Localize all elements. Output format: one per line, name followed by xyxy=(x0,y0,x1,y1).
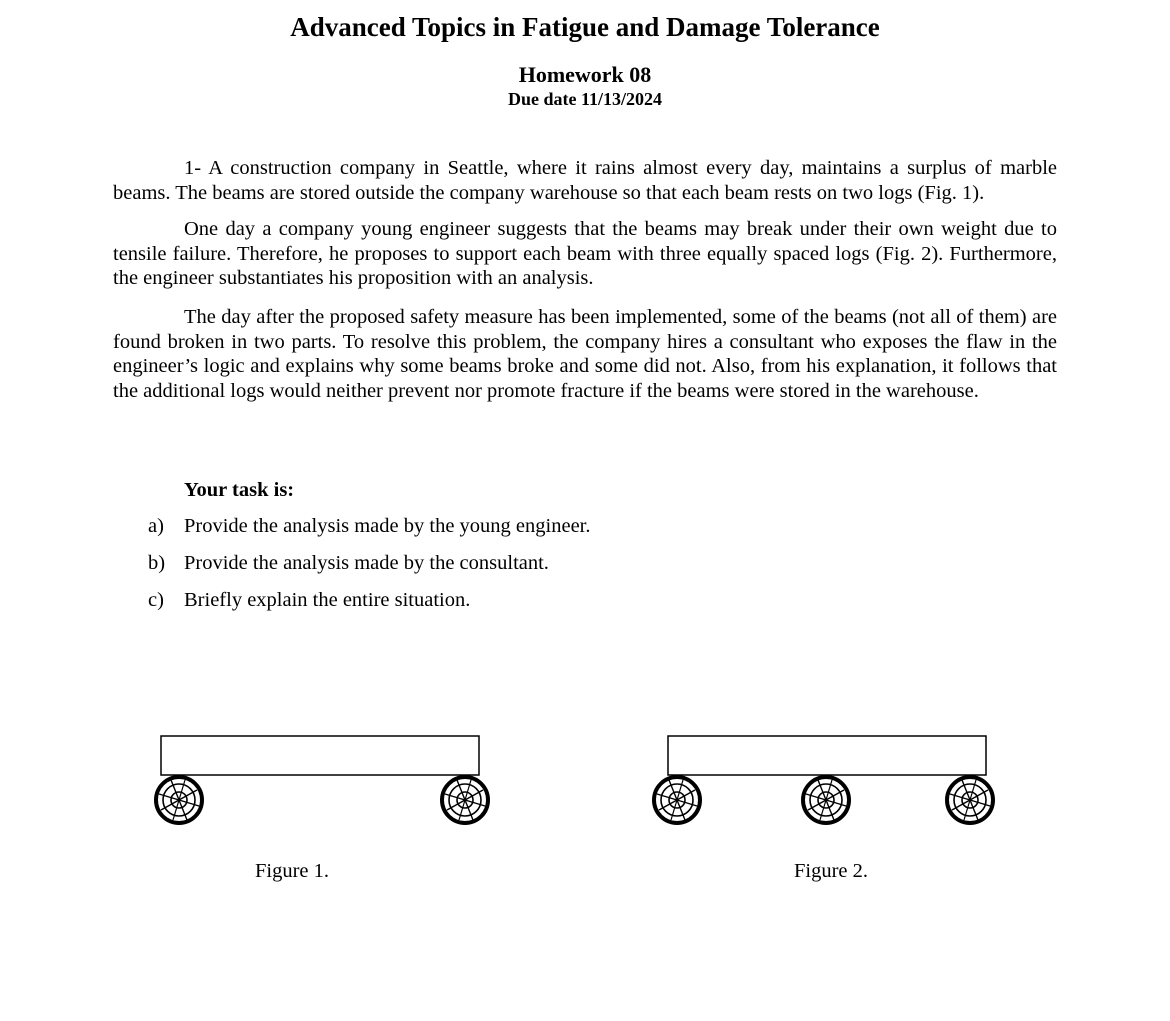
figure-1-caption: Figure 1. xyxy=(255,860,330,882)
marble-beam xyxy=(161,736,479,775)
log-icon xyxy=(156,777,202,823)
figure-2-beam-on-three-logs xyxy=(647,728,997,832)
problem-paragraph: 1- A construction company in Seattle, where it rains almost every day, maintains a surplus of marble beams. The beams are stored outside the company warehouse so that each beam rests on two logs (Fig. 1). xyxy=(113,157,1057,204)
log-icon xyxy=(947,777,993,823)
log-icon xyxy=(442,777,488,823)
task-letter: b) xyxy=(148,552,166,574)
figure-1-beam-on-two-logs xyxy=(150,728,500,832)
task-heading: Your task is: xyxy=(184,479,295,501)
task-item-a xyxy=(148,514,591,539)
problem-paragraph: One day a company young engineer suggests that the beams may break under their own weight due to tensile failure. Therefore, he proposes to support each beam with three equally spaced logs (Fig. 2). Furthermore, the engineer substantiates his proposition with an analysis. xyxy=(113,218,1057,290)
log-icon xyxy=(803,777,849,823)
task-letter: a) xyxy=(148,515,164,537)
task-item-c xyxy=(148,588,470,613)
homework-number: Homework 08 xyxy=(518,62,652,87)
log-icon xyxy=(654,777,700,823)
task-text: Briefly explain the entire situation. xyxy=(184,589,471,611)
document-title: Advanced Topics in Fatigue and Damage Tolerance xyxy=(290,12,880,42)
problem-paragraph: The day after the proposed safety measure has been implemented, some of the beams (not all of them) are found broken in two parts. To resolve this problem, the company hires a consultant who exposes the flaw in the engineer’s logic and explains why some beams broke and some did not. Also, from his explanation, it follows that the additional logs would neither prevent nor promote fracture if the beams were stored in the warehouse. xyxy=(113,306,1057,402)
due-date: Due date 11/13/2024 xyxy=(507,89,662,109)
task-item-b xyxy=(148,551,549,576)
task-letter: c) xyxy=(148,589,164,611)
task-text: Provide the analysis made by the young engineer. xyxy=(184,515,591,537)
figure-2-caption: Figure 2. xyxy=(794,860,869,882)
task-text: Provide the analysis made by the consultant. xyxy=(184,552,549,574)
marble-beam xyxy=(668,736,986,775)
